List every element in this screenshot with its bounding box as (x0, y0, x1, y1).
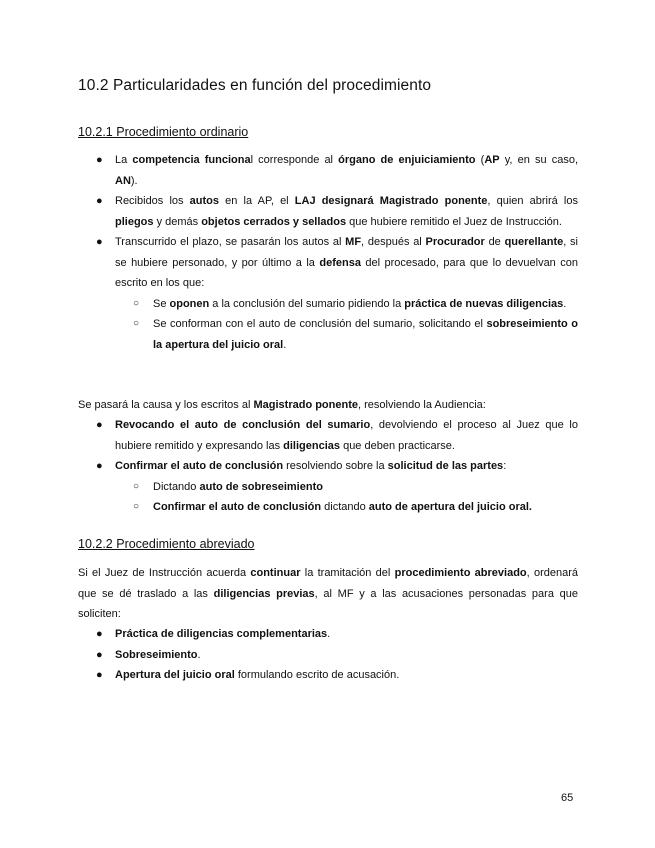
sub-list-item: ○ Confirmar el auto de conclusión dictando auto de apertura del juicio oral. (115, 497, 578, 518)
resolution-list (78, 415, 578, 518)
section-heading-abreviado: 10.2.2 Procedimiento abreviado (78, 537, 255, 551)
bullet-icon: ● (96, 236, 103, 248)
bullet-icon: ● (96, 460, 103, 472)
page-title: 10.2 Particularidades en función del procedimiento (78, 77, 432, 94)
list-item: ● Práctica de diligencias complementarias. (78, 624, 578, 645)
abreviado-list (78, 624, 578, 686)
paragraph-abreviado: Si el Juez de Instrucción acuerda continuar la tramitación del procedimiento abreviado, ordenará que se dé traslado a las diligencias previas, al MF y a las acusaciones personadas para que soliciten: (78, 567, 579, 620)
list-item: ● Transcurrido el plazo, se pasarán los autos al MF, después al Procurador de querellante, si se hubiere personado, y por último a la defensa del procesado, para que lo devuelvan con escrito en los que: ○ Se oponen a la conclusión del sumario pidiendo la práctica de nuevas diligencias. ○ Se conforman con el auto de conclusión del sumario, solicitando el sobreseimiento o la apertura del juicio oral. (78, 232, 578, 355)
bullet-icon: ● (96, 195, 103, 207)
circle-bullet-icon: ○ (133, 297, 140, 309)
section-heading-ordinario: 10.2.1 Procedimiento ordinario (78, 125, 249, 139)
list-item: ● Revocando el auto de conclusión del sumario, devolviendo el proceso al Juez que lo hubiere remitido y expresando las diligencias que deben practicarse. (78, 415, 578, 456)
circle-bullet-icon: ○ (133, 501, 140, 512)
bullet-icon: ● (96, 648, 103, 661)
sub-list-item: ○ Se oponen a la conclusión del sumario pidiendo la práctica de nuevas diligencias. (115, 294, 578, 315)
bullet-icon: ● (96, 669, 103, 681)
circle-bullet-icon: ○ (133, 318, 140, 329)
paragraph-magistrado: Se pasará la causa y los escritos al Magistrado ponente, resolviendo la Audiencia: (78, 399, 486, 411)
circle-bullet-icon: ○ (133, 480, 140, 492)
list-item: ● Apertura del juicio oral formulando escrito de acusación. (78, 665, 578, 686)
bullet-icon: ● (96, 154, 103, 166)
sub-list (115, 294, 578, 356)
sub-list-item: ○ Se conforman con el auto de conclusión del sumario, solicitando el sobreseimiento o la apertura del juicio oral. (115, 314, 578, 355)
bullet-icon: ● (96, 419, 103, 431)
sub-list (115, 477, 578, 518)
list-item: ● La competencia funcional corresponde al órgano de enjuiciamiento (AP y, en su caso, AN). (78, 150, 578, 191)
sub-list-item: ○ Dictando auto de sobreseimiento (115, 477, 578, 498)
list-item: ● Confirmar el auto de conclusión resolviendo sobre la solicitud de las partes: ○ Dictando auto de sobreseimiento ○ Confirmar el auto de conclusión dictando auto de apertura del juicio oral. (78, 456, 578, 518)
page-number: 65 (561, 792, 574, 804)
list-item: ● Sobreseimiento. (78, 645, 578, 666)
ordinario-list (78, 150, 578, 355)
bullet-icon: ● (96, 628, 103, 640)
list-item: ● Recibidos los autos en la AP, el LAJ designará Magistrado ponente, quien abrirá los pliegos y demás objetos cerrados y sellados que hubiere remitido el Juez de Instrucción. (78, 191, 578, 232)
